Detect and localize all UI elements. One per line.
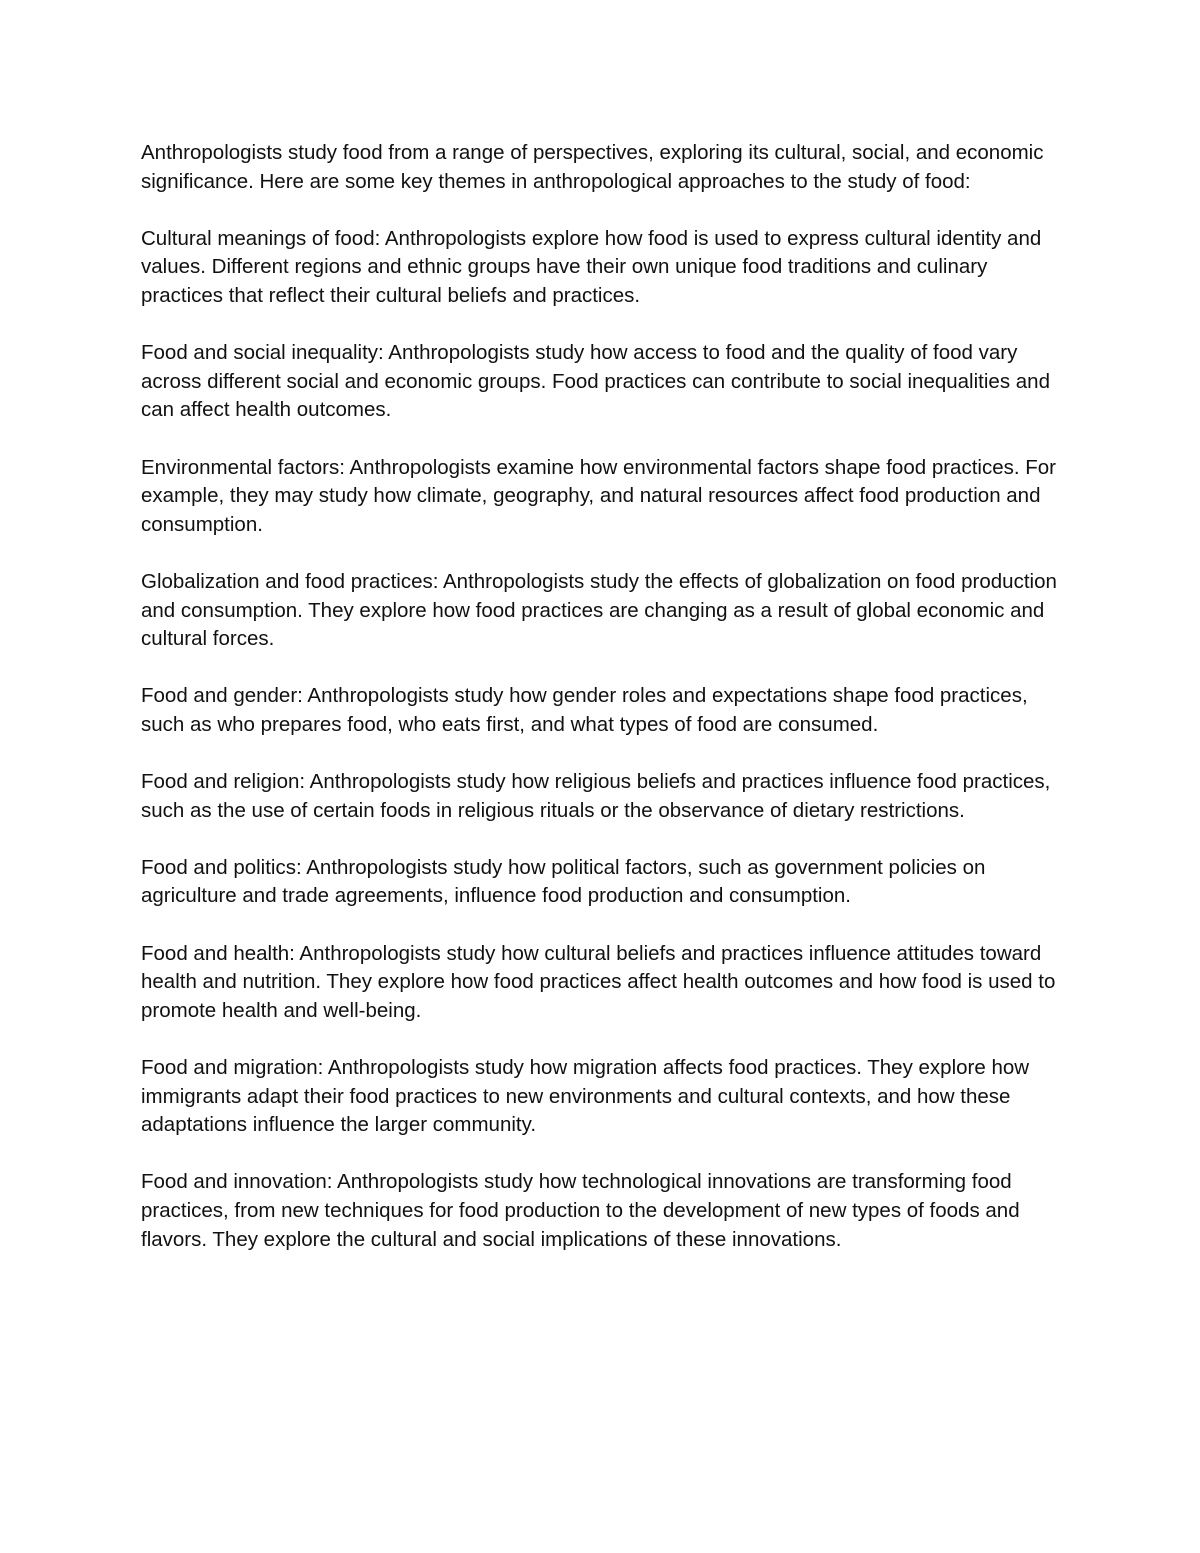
paragraph-health: Food and health: Anthropologists study how cultural beliefs and practices influence attitudes toward health and nutrition. They explore how food practices affect health outcomes and how food is used to promote health and well-being. bbox=[141, 941, 1056, 1022]
paragraph-gender: Food and gender: Anthropologists study how gender roles and expectations shape food practices, such as who prepares food, who eats first, and what types of food are consumed. bbox=[141, 684, 1028, 736]
intro-paragraph: Anthropologists study food from a range of perspectives, exploring its cultural, social, and economic significance. Here are some key themes in anthropological approaches to the study of food: bbox=[141, 141, 1044, 193]
paragraph-religion: Food and religion: Anthropologists study how religious beliefs and practices influence food practices, such as the use of certain foods in religious rituals or the observance of dietary restrictions. bbox=[141, 770, 1051, 822]
paragraph-social-inequality: Food and social inequality: Anthropologists study how access to food and the quality of food vary across different social and economic groups. Food practices can contribute to social inequalities and can affect health outcomes. bbox=[141, 341, 1050, 422]
paragraph-environmental-factors: Environmental factors: Anthropologists examine how environmental factors shape food practices. For example, they may study how climate, geography, and natural resources affect food production and consumption. bbox=[141, 455, 1056, 536]
document-body bbox=[141, 139, 1071, 1283]
paragraph-innovation: Food and innovation: Anthropologists study how technological innovations are transforming food practices, from new techniques for food production to the development of new types of foods and flavors. They explore the cultural and social implications of these innovations. bbox=[141, 1170, 1020, 1251]
paragraph-cultural-meanings: Cultural meanings of food: Anthropologists explore how food is used to express cultural identity and values. Different regions and ethnic groups have their own unique food traditions and culinary practices that reflect their cultural beliefs and practices. bbox=[141, 226, 1042, 307]
paragraph-globalization: Globalization and food practices: Anthropologists study the effects of globalization on food production and consumption. They explore how food practices are changing as a result of global economic and cultural forces. bbox=[141, 569, 1057, 651]
paragraph-migration: Food and migration: Anthropologists study how migration affects food practices. They explore how immigrants adapt their food practices to new environments and cultural contexts, and how these adaptations influence the larger community. bbox=[141, 1056, 1030, 1137]
paragraph-politics: Food and politics: Anthropologists study how political factors, such as government policies on agriculture and trade agreements, influence food production and consumption. bbox=[141, 855, 986, 908]
